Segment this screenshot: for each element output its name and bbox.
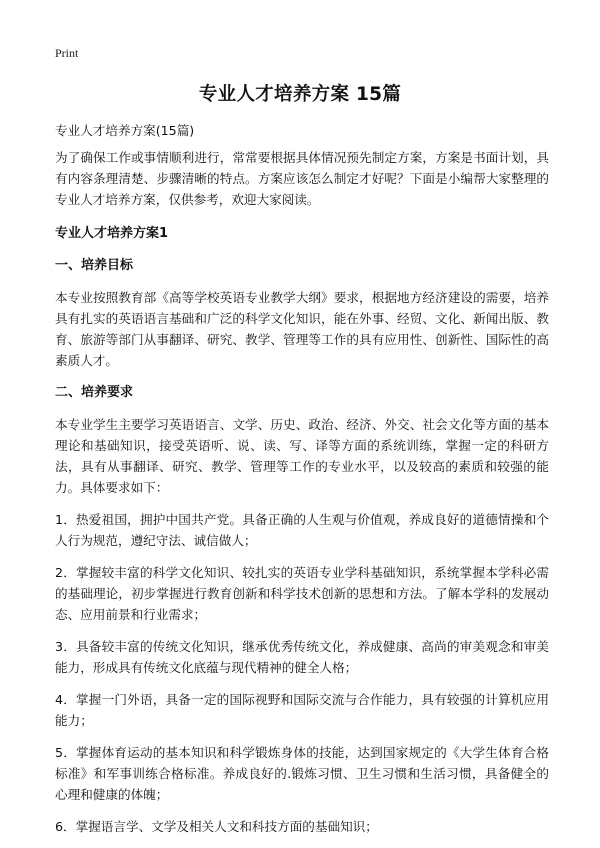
- intro-paragraph: 为了确保工作或事情顺利进行，常常要根据具体情况预先制定方案，方案是书面计划，具有内容条理清楚、步骤清晰的特点。方案应该怎么制定才好呢？下面是小编帮大家整理的专业人才培养方案，仅供参考，欢迎大家阅读。: [55, 150, 549, 207]
- part1-heading: 一、培养目标: [55, 258, 134, 273]
- part1-paragraph: 本专业按照教育部《高等学校英语专业教学大纲》要求，根据地方经济建设的需要，培养具有扎实的英语语言基础和广泛的科学文化知识，能在外事、经贸、文化、新闻出版、教育、旅游等部门从事翻译、研究、教学、管理等工作的具有应用性、创新性、国际性的高素质人才。: [55, 290, 549, 368]
- document-subtitle: 专业人才培养方案(15篇): [55, 123, 195, 138]
- requirement-item: 4．掌握一门外语，具备一定的国际视野和国际交流与合作能力，具有较强的计算机应用能力；: [55, 692, 549, 728]
- requirement-item: 2．掌握较丰富的科学文化知识、较扎实的英语专业学科基础知识，系统掌握本学科必需的基础理论，初步掌握进行教育创新和科学技术创新的思想和方法。了解本学科的发展动态、应用前景和行业需求；: [55, 565, 549, 622]
- part2-heading: 二、培养要求: [55, 385, 134, 400]
- requirement-item: 3．具备较丰富的传统文化知识，继承优秀传统文化，养成健康、高尚的审美观念和审美能力，形成具有传统文化底蕴与现代精神的健全人格；: [55, 639, 549, 675]
- document-body: [55, 120, 549, 848]
- requirement-item: 5．掌握体育运动的基本知识和科学锻炼身体的技能，达到国家规定的《大学生体育合格标准》和军事训练合格标准。养成良好的.锻炼习惯、卫生习惯和生活习惯，具备健全的心理和健康的体魄；: [55, 745, 549, 802]
- part2-paragraph: 本专业学生主要学习英语语言、文学、历史、政治、经济、外交、社会文化等方面的基本理论和基础知识，接受英语听、说、读、写、译等方面的系统训练，掌握一定的科研方法，具有从事翻译、研究、教学、管理等工作的专业水平，以及较高的素质和较强的能力。具体要求如下：: [55, 417, 549, 495]
- page-title: 专业人才培养方案 15篇: [198, 84, 402, 105]
- requirement-item: 6．掌握语言学、文学及相关人文和科技方面的基础知识；: [55, 819, 378, 834]
- print-link[interactable]: Print: [55, 46, 79, 60]
- section-heading: 专业人才培养方案1: [55, 226, 169, 241]
- requirement-item: 1．热爱祖国，拥护中国共产党。具备正确的人生观与价值观，养成良好的道德情操和个人行为规范，遵纪守法、诚信做人；: [55, 512, 549, 548]
